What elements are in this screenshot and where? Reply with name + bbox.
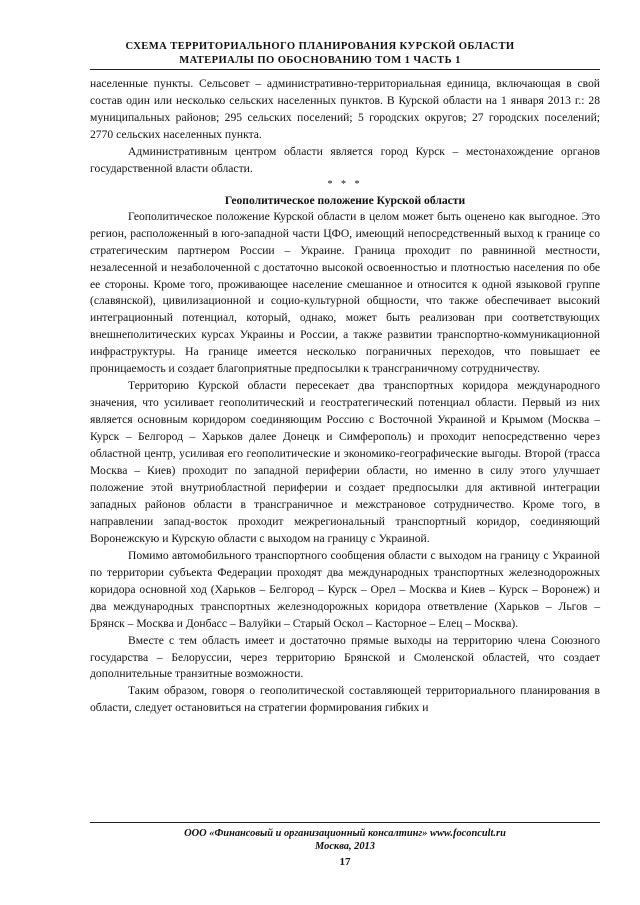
- paragraph: Таким образом, говоря о геополитической составляющей территориального планирования в области, следует остановиться на стратегии формирования гибких и: [90, 684, 600, 715]
- header-title: СХЕМА ТЕРРИТОРИАЛЬНОГО ПЛАНИРОВАНИЯ КУРСКОЙ ОБЛАСТИ: [125, 41, 515, 52]
- footer-city-year: Москва, 2013: [315, 841, 375, 852]
- paragraph: Административным центром области является город Курск – местонахождение органов государственной власти области.: [90, 144, 600, 175]
- paragraph: Вместе с тем область имеет и достаточно прямые выходы на территорию члена Союзного государства – Белоруссии, через территорию Брянской и Смоленской областей, что создает дополнительные транзитные возможности.: [90, 633, 600, 681]
- page-footer: [90, 827, 600, 853]
- header-subtitle: МАТЕРИАЛЫ ПО ОБОСНОВАНИЮ ТОМ 1 ЧАСТЬ 1: [179, 55, 461, 66]
- paragraph: Территорию Курской области пересекает два транспортных коридора международного значения, что усиливает геополитический и геостратегический потенциал области. Первый из них является основным коридором соединяющим Россию с Восточной Украиной и Крымом (Москва – Курск – Белгород – Харьков далее Донецк и Симферополь) и проходит непосредственно через областной центр, усиливая его геополитические и экономико-географические выгоды. Второй (трасса Москва – Киев) проходит по западной периферии области, но именно в силу этого улучшает положение этой внутриобластной периферии и создает предпосылки для активной интеграции западных районов области в трансграничное и межстрановое сотрудничество. Кроме того, в направлении запад-восток проходит межрегиональный транспортный коридор, соединяющий Воронежскую и Курскую области с выходом на границу с Украиной.: [90, 379, 600, 545]
- page-header: [60, 40, 580, 68]
- footer-rule: [90, 822, 600, 823]
- paragraph: Помимо автомобильного транспортного сообщения области с выходом на границу с Украиной по территории субъекта Федерации проходят два международных транспортных железнодорожных коридора основной ход (Харьков – Белгород – Курск – Орел – Москва и Киев – Курск – Воронеж) и два международных транспортных железнодорожных коридора ответвление (Харьков – Льгов – Брянск – Москва и Донбасс – Валуйки – Старый Оскол – Касторное – Елец – Москва).: [90, 548, 600, 630]
- body-text: [90, 76, 600, 717]
- section-separator: * * *: [327, 178, 363, 190]
- section-title: Геополитическое положение Курской области: [224, 193, 466, 207]
- header-rule: [90, 69, 600, 70]
- paragraph: населенные пункты. Сельсовет – административно-территориальная единица, включающая в свой состав один или несколько сельских населенных пунктов. В Курской области на 1 января 2013 г.: 28 муниципальных районов; 295 сельских поселений; 5 городских округов; 27 городских поселений; 2770 сельских населенных пункта.: [90, 77, 600, 141]
- footer-company: ООО «Финансовый и организационный консалтинг» www.foconcult.ru: [184, 828, 506, 839]
- page-number: 17: [339, 856, 351, 868]
- paragraph: Геополитическое положение Курской области в целом может быть оценено как выгодное. Это регион, расположенный в юго-западной части ЦФО, имеющий непосредственный выход к границе со стратегическим партнером России – Украине. Граница проходит по равнинной местности, незалесенной и незаболоченной с достаточно высокой освоенностью и плотностью населения по обе ее стороны. Кроме того, проживающее население смешанное и относится к одной языковой группе (славянской), цивилизационной и социо-культурной общности, что также обеспечивает высокий интеграционный потенциал, который, однако, может быть реализован при соответствующих внешнеполитических курсах Украины и России, а также развитии транспортно-коммуникационной инфраструктуры. На границе имеется несколько пограничных переходов, что повышает ее проницаемость и создает благоприятные предпосылки к трансграничному сотрудничеству.: [90, 209, 600, 376]
